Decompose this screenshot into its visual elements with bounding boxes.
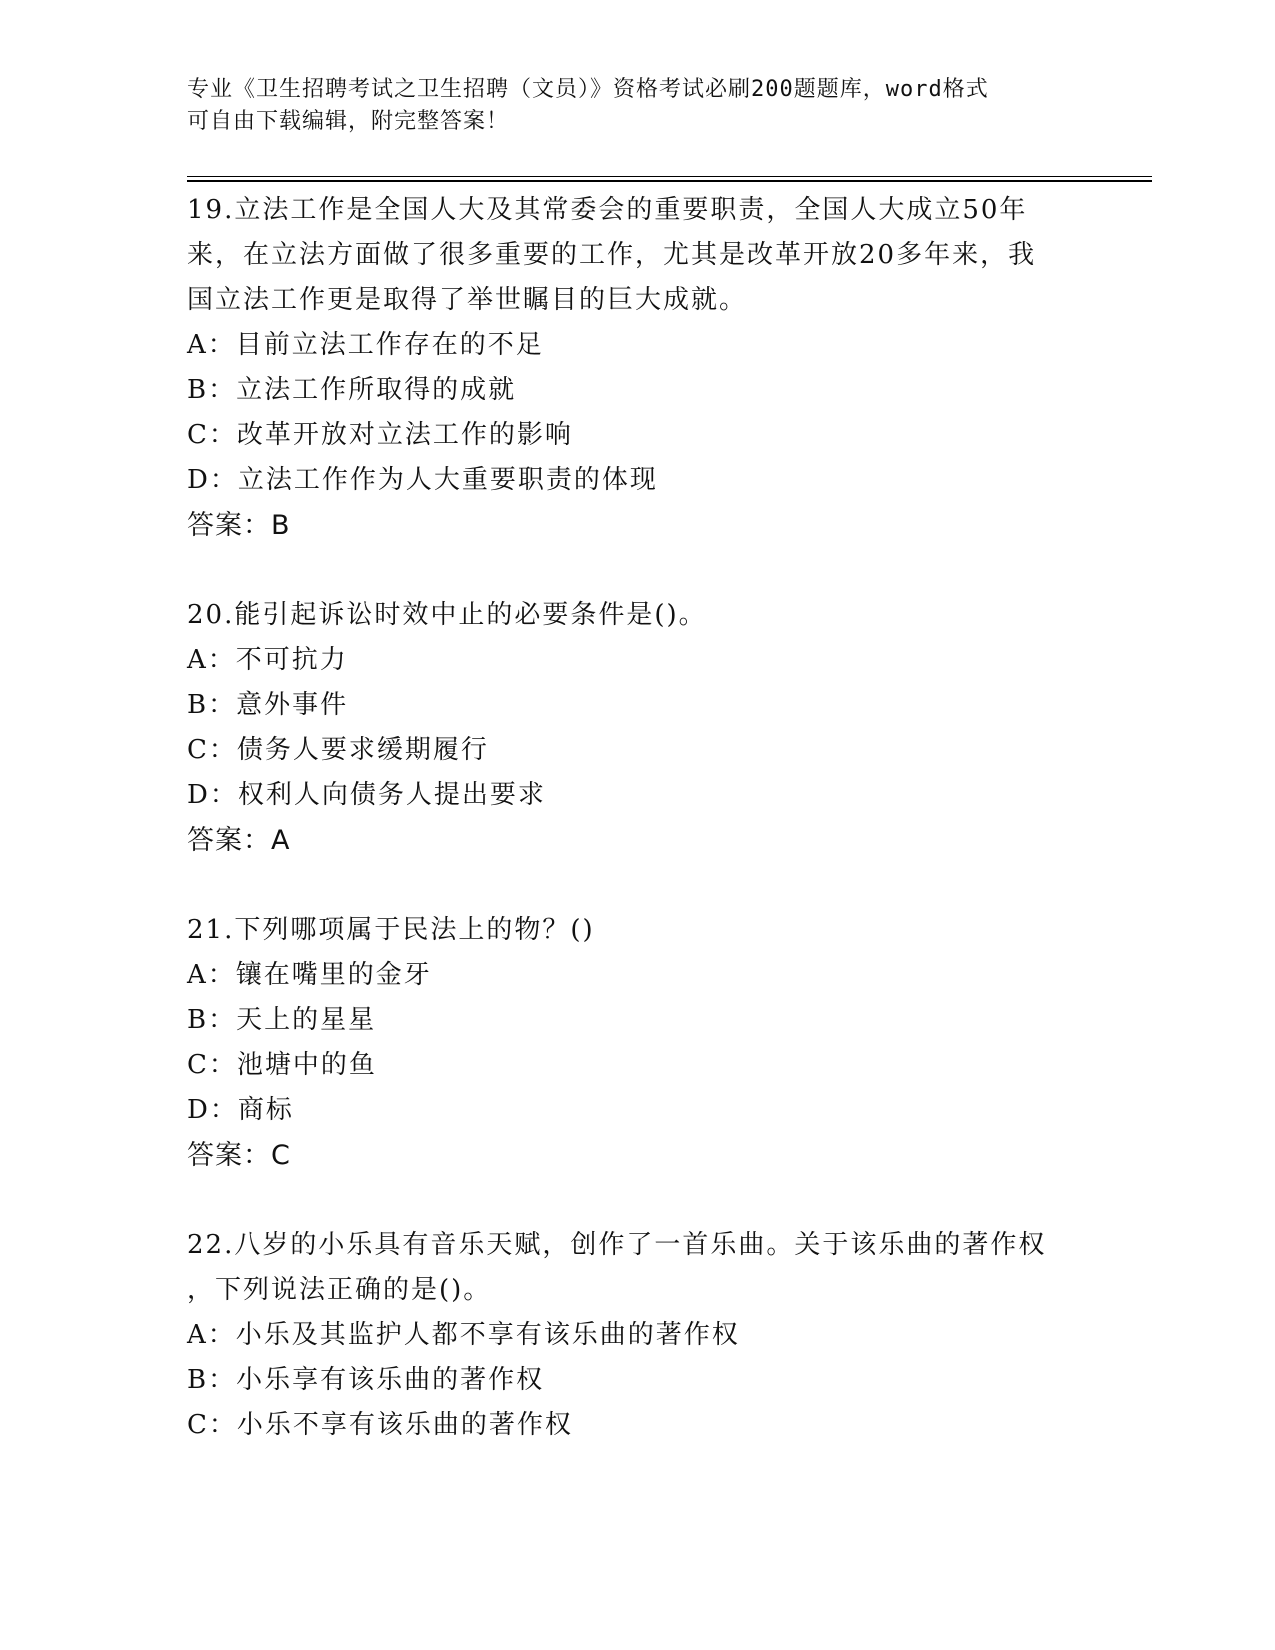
option-b: B：天上的星星 — [187, 1005, 377, 1035]
option-d: D：权利人向债务人提出要求 — [187, 780, 546, 810]
option-c: C：小乐不享有该乐曲的著作权 — [187, 1410, 573, 1440]
answer-line: 答案：C — [187, 1140, 291, 1171]
option-c: C：改革开放对立法工作的影响 — [187, 420, 573, 450]
question-stem — [187, 593, 1087, 638]
document-header — [187, 74, 1067, 138]
question-spacer — [187, 1178, 1087, 1223]
question-22 — [187, 1223, 1087, 1448]
question-stem-line: 来，在立法方面做了很多重要的工作，尤其是改革开放20多年来，我 — [187, 240, 1037, 270]
answer-line: 答案：B — [187, 510, 291, 541]
option-c: C：债务人要求缓期履行 — [187, 735, 489, 765]
header-divider-thin — [187, 176, 1152, 177]
answer-line: 答案：A — [187, 825, 291, 856]
question-list — [187, 188, 1087, 1448]
option-b: B：小乐享有该乐曲的著作权 — [187, 1365, 545, 1395]
option-b: B：立法工作所取得的成就 — [187, 375, 517, 405]
option-a: A：不可抗力 — [187, 645, 348, 675]
header-line-1: 专业《卫生招聘考试之卫生招聘（文员）》资格考试必刷200题题库，word格式 — [187, 77, 989, 102]
option-a: A：目前立法工作存在的不足 — [187, 330, 544, 360]
option-a: A：小乐及其监护人都不享有该乐曲的著作权 — [187, 1320, 740, 1350]
question-stem-line: ，下列说法正确的是()。 — [187, 1275, 492, 1305]
question-21 — [187, 908, 1087, 1178]
question-stem-line: 21.下列哪项属于民法上的物？() — [187, 915, 595, 945]
option-d: D：立法工作作为人大重要职责的体现 — [187, 465, 658, 495]
option-a: A：镶在嘴里的金牙 — [187, 960, 432, 990]
question-stem-line: 20.能引起诉讼时效中止的必要条件是()。 — [187, 600, 707, 630]
question-20 — [187, 593, 1087, 863]
option-b: B：意外事件 — [187, 690, 349, 720]
question-stem-line: 国立法工作更是取得了举世瞩目的巨大成就。 — [187, 285, 748, 315]
question-stem — [187, 908, 1087, 953]
option-c: C：池塘中的鱼 — [187, 1050, 377, 1080]
header-divider-thick — [187, 180, 1152, 182]
question-stem-line: 22.八岁的小乐具有音乐天赋，创作了一首乐曲。关于该乐曲的著作权 — [187, 1230, 1047, 1260]
option-d: D：商标 — [187, 1095, 294, 1125]
question-spacer — [187, 548, 1087, 593]
question-stem — [187, 1223, 1087, 1313]
question-spacer — [187, 863, 1087, 908]
question-stem — [187, 188, 1087, 323]
question-stem-line: 19.立法工作是全国人大及其常委会的重要职责，全国人大成立50年 — [187, 195, 1028, 225]
header-line-2: 可自由下载编辑，附完整答案！ — [187, 109, 510, 134]
question-19 — [187, 188, 1087, 548]
